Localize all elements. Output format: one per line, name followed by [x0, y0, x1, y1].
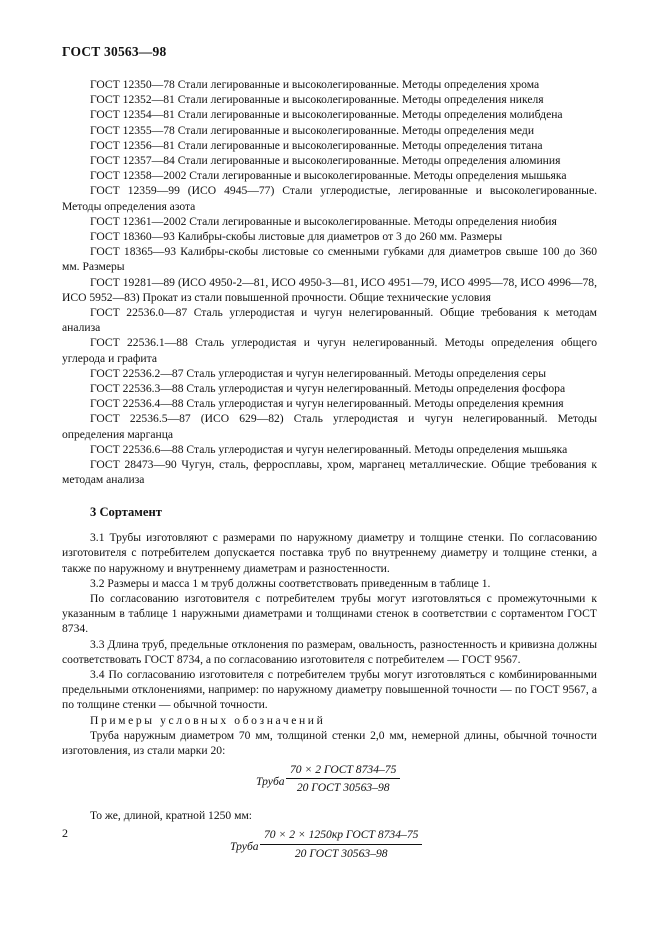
reference-item: ГОСТ 12361—2002 Стали легированные и высоколегированные. Методы определения ниобия [90, 214, 557, 228]
formula-fraction [260, 827, 422, 860]
reference-item: ГОСТ 19281—89 (ИСО 4950-2—81, ИСО 4950-3—81, ИСО 4951—79, ИСО 4995—78, ИСО 4996—78, ИСО 5952—83) Прокат из стали повышенной прочности. Общие технические условия [62, 275, 597, 304]
reference-item: ГОСТ 12359—99 (ИСО 4945—77) Стали углеродистые, легированные и высоколегированные. Методы определения азота [62, 184, 597, 213]
paragraph-3-3: 3.3 Длина труб, предельные отклонения по размерам, овальность, разностенность и кривизна должны соответствовать ГОСТ 8734, а по согласованию изготовителя с потребителем — ГОСТ 9567. [62, 637, 597, 666]
reference-item: ГОСТ 22536.2—87 Сталь углеродистая и чугун нелегированный. Методы определения серы [90, 366, 546, 380]
reference-item: ГОСТ 28473—90 Чугун, сталь, ферросплавы, хром, марганец металлические. Общие требования к методам анализа [62, 458, 597, 487]
document-header: ГОСТ 30563—98 [62, 44, 167, 59]
reference-item: ГОСТ 18360—93 Калибры-скобы листовые для диаметров от 3 до 260 мм. Размеры [90, 230, 503, 244]
references-list [62, 77, 597, 487]
examples-heading: Примеры условных обозначений [90, 713, 326, 727]
reference-item: ГОСТ 12356—81 Стали легированные и высоколегированные. Методы определения титана [90, 138, 543, 152]
formula-numerator: 70 × 2 × 1250кр ГОСТ 8734–75 [260, 827, 422, 844]
section-assortment [62, 505, 597, 873]
reference-item: ГОСТ 12355—78 Стали легированные и высоколегированные. Методы определения меди [90, 123, 535, 137]
formula-numerator: 70 × 2 ГОСТ 8734–75 [286, 762, 400, 779]
reference-item: ГОСТ 12350—78 Стали легированные и высоколегированные. Методы определения хрома [90, 78, 540, 91]
reference-item: ГОСТ 22536.3—88 Сталь углеродистая и чугун нелегированный. Методы определения фосфора [90, 382, 566, 396]
paragraph-3-2: 3.2 Размеры и масса 1 м труб должны соответствовать приведенным в таблице 1. [90, 576, 491, 590]
formula-lead: Труба [230, 840, 259, 854]
reference-item: ГОСТ 12358—2002 Стали легированные и высоколегированные. Методы определения мышьяка [90, 169, 567, 183]
page-number: 2 [62, 826, 68, 840]
reference-item: ГОСТ 12354—81 Стали легированные и высоколегированные. Методы определения молибдена [90, 108, 563, 122]
reference-item: ГОСТ 12357—84 Стали легированные и высоколегированные. Методы определения алюминия [90, 154, 561, 168]
example-2-text: То же, длиной, кратной 1250 мм: [90, 809, 253, 823]
paragraph-3-1: 3.1 Трубы изготовляют с размерами по наружному диаметру и толщине стенки. По согласованию изготовителя с потребителем допускается поставка труб по внутреннему диаметру и толщине стенки, а также по наружному и внутреннему диаметрам и разностенности. [62, 531, 597, 575]
formula-lead: Труба [256, 775, 285, 789]
reference-item: ГОСТ 22536.0—87 Сталь углеродистая и чугун нелегированный. Общие требования к методам анализа [62, 306, 597, 335]
reference-item: ГОСТ 22536.6—88 Сталь углеродистая и чугун нелегированный. Методы определения мышьяка [90, 442, 568, 456]
reference-item: ГОСТ 12352—81 Стали легированные и высоколегированные. Методы определения никеля [90, 93, 544, 107]
example-1-text: Труба наружным диаметром 70 мм, толщиной стенки 2,0 мм, немерной длины, обычной точности изготовления, из стали марки 20: [62, 728, 597, 758]
formula-fraction [286, 762, 400, 795]
section-title: 3 Сортамент [90, 505, 162, 519]
reference-item: ГОСТ 22536.5—87 (ИСО 629—82) Сталь углеродистая и чугун нелегированный. Методы определения марганца [62, 412, 597, 441]
designation-formula-2 [62, 827, 597, 867]
reference-item: ГОСТ 22536.1—88 Сталь углеродистая и чугун нелегированный. Методы определения общего углерода и графита [62, 336, 597, 365]
paragraph-3-2-note: По согласованию изготовителя с потребителем трубы могут изготовляться с промежуточными к указанным в таблице 1 наружными диаметрами и толщинами стенок в соответствии с сортаментом ГОСТ 8734. [62, 592, 597, 636]
reference-item: ГОСТ 18365—93 Калибры-скобы листовые со сменными губками для диаметров свыше 100 до 360 мм. Размеры [62, 245, 597, 274]
designation-formula-1 [62, 762, 597, 802]
paragraph-3-4: 3.4 По согласованию изготовителя с потребителем трубы могут изготовляться с комбинированными предельными отклонениями, например: по наружному диаметру повышенной точности — по ГОСТ 9567, а по толщине стенки — обычной точности. [62, 668, 597, 712]
formula-denominator: 20 ГОСТ 30563–98 [296, 781, 390, 795]
reference-item: ГОСТ 22536.4—88 Сталь углеродистая и чугун нелегированный. Методы определения кремния [90, 397, 564, 411]
formula-denominator: 20 ГОСТ 30563–98 [294, 846, 388, 860]
